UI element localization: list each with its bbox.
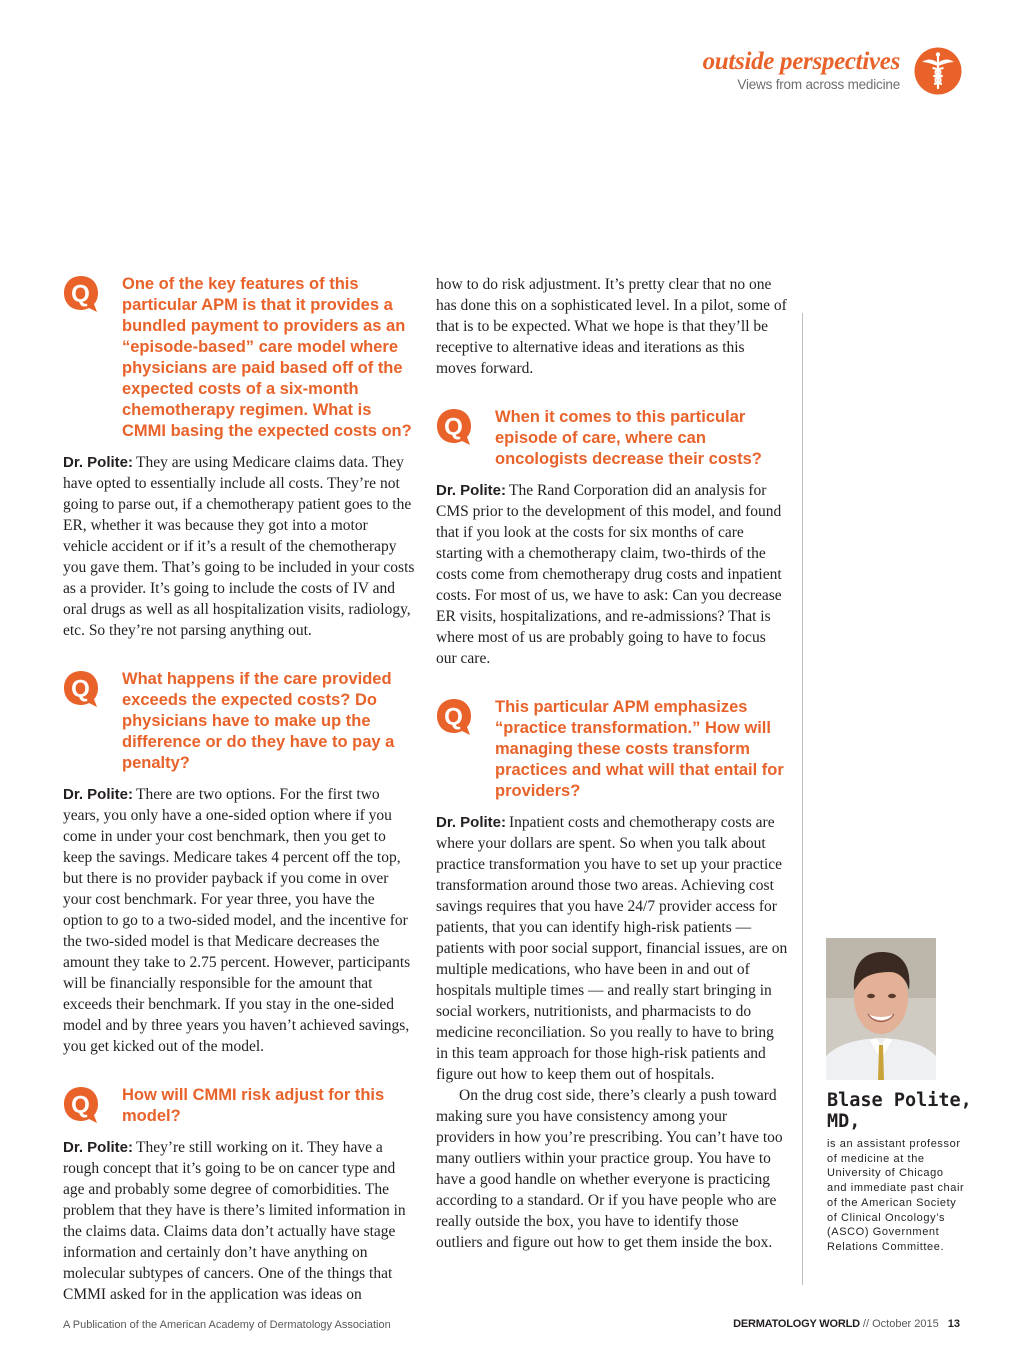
bio-name: Blase Polite, MD, bbox=[827, 1090, 972, 1132]
answer-paragraph bbox=[63, 784, 415, 1057]
answer-paragraph bbox=[63, 1137, 415, 1305]
q-letter: Q bbox=[444, 413, 463, 441]
answer-paragraph bbox=[63, 452, 415, 641]
q-bubble-icon bbox=[436, 408, 473, 446]
issue-date: October 2015 bbox=[872, 1318, 939, 1330]
left-column bbox=[63, 274, 415, 1305]
question-block bbox=[63, 669, 415, 774]
answer-text: They’re still working on it. They have a rough concept that it’s going to be on cancer type and age and probably some degree of comorbidities. The problem that they have is there’s limited information in the claims data. Claims data don’t actually have stage information and certainly don’t have anything on molecular subtypes of cancers. One of the things that CMMI asked for in the application was ideas on bbox=[63, 1139, 406, 1303]
section-title: outside perspectives bbox=[702, 48, 900, 75]
answer-paragraph bbox=[436, 480, 788, 669]
page-number: 13 bbox=[947, 1318, 960, 1330]
caduceus-icon bbox=[914, 47, 962, 95]
speaker-label: Dr. Polite: bbox=[436, 814, 507, 831]
headshot-photo bbox=[826, 938, 936, 1080]
middle-column bbox=[436, 274, 788, 1253]
q-bubble-icon bbox=[63, 1086, 100, 1124]
question-block bbox=[436, 407, 788, 470]
answer-text: There are two options. For the first two years, you only have a one-sided option where if you come in under your cost benchmark, then you get to keep the savings. Medicare takes 4 percent off the top, but there is no provider payback if you come in over your cost benchmark. For year three, you have the option to go to a two-sided model, and the incentive for the two-sided model is that Medicare decreases the amount they take to 2.75 percent. However, participants will be financially responsible for the amount that exceeds their benchmark. If you stay in the one-sided model and by three years you haven’t achieved savings, you get kicked out of the model. bbox=[63, 786, 411, 1055]
section-subtitle: Views from across medicine bbox=[737, 77, 900, 92]
speaker-label: Dr. Polite: bbox=[63, 1139, 134, 1156]
q-letter: Q bbox=[71, 675, 90, 703]
answer-paragraph bbox=[436, 812, 788, 1085]
answer-paragraph-2: On the drug cost side, there’s clearly a push toward making sure you have consistency among your providers in how you’re prescribing. You can’t have too many outliers within your practice group. You have to have a good handle on whether everyone is practicing according to a standard. Or if you have people who are really outside the box, you have to identify those outliers and figure out how to get them inside the box. bbox=[436, 1087, 783, 1251]
continuation-paragraph: how to do risk adjustment. It’s pretty clear that no one has done this on a sophisticated level. In a pilot, some of that is to be expected. What we hope is that they’ll be receptive to alternative ideas and iterations as this moves forward. bbox=[436, 276, 787, 377]
question-block bbox=[63, 274, 415, 442]
q-letter: Q bbox=[444, 703, 463, 731]
question-block bbox=[436, 697, 788, 802]
q-bubble-icon bbox=[63, 275, 100, 313]
question-block bbox=[63, 1085, 415, 1127]
answer-text: The Rand Corporation did an analysis for CMS prior to the development of this model, and found that if you look at the costs for six months of care starting with a chemotherapy claim, two-thirds of the costs come from chemotherapy drug costs and inpatient costs. For most of us, we have to ask: Can you decrease ER visits, hospitalizations, and re-admissions? That is where most of us are probably going to have to focus our care. bbox=[436, 482, 782, 667]
footer-publication: A Publication of the American Academy of Dermatology Association bbox=[63, 1319, 391, 1331]
question-text: How will CMMI risk adjust for this model? bbox=[122, 1086, 385, 1125]
footer-separator: // bbox=[859, 1318, 873, 1330]
footer-issue bbox=[733, 1318, 960, 1330]
magazine-name: DERMATOLOGY WORLD bbox=[733, 1318, 860, 1330]
q-letter: Q bbox=[71, 1091, 90, 1119]
answer-text: They are using Medicare claims data. They have opted to essentially include all costs. They’re not going to parse out, if a chemotherapy patient goes to the ER, whether it was because they got into a motor vehicle accident or if it’s a result of the chemotherapy you gave them. That’s going to be included in your costs as a provider. It’s going to include the costs of IV and oral drugs as well as all hospitalization visits, radiology, etc. So they’re not parsing anything out. bbox=[63, 454, 415, 639]
question-text: This particular APM emphasizes “practice transformation.” How will managing these costs transform practices and what will that entail for providers? bbox=[495, 698, 784, 800]
q-letter: Q bbox=[71, 280, 90, 308]
q-bubble-icon bbox=[63, 670, 100, 708]
column-divider bbox=[802, 313, 803, 1285]
speaker-label: Dr. Polite: bbox=[63, 454, 134, 471]
question-text: When it comes to this particular episode of care, where can oncologists decrease their costs? bbox=[495, 408, 762, 468]
speaker-label: Dr. Polite: bbox=[63, 786, 134, 803]
question-text: One of the key features of this particular APM is that it provides a bundled payment to providers as an “episode-based” care model where physicians are paid based off of the expected costs of a six-month chemotherapy regimen. What is CMMI basing the expected costs on? bbox=[122, 275, 412, 440]
speaker-label: Dr. Polite: bbox=[436, 482, 507, 499]
question-text: What happens if the care provided exceeds the expected costs? Do physicians have to make up the difference or do they have to pay a penalty? bbox=[122, 670, 395, 772]
bio-description: is an assistant professor of medicine at the University of Chicago and immediate past chair of the American Society of Clinical Oncology’s (ASCO) Government Relations Committee. bbox=[827, 1138, 965, 1253]
q-bubble-icon bbox=[436, 698, 473, 736]
answer-text: Inpatient costs and chemotherapy costs are where your dollars are spent. So when you talk about practice transformation you have to set up your practice transformation around those two areas. Achieving cost savings requires that you have 24/7 provider access for patients, that you can identify high-risk patients — patients with poor social support, financial issues, are on multiple medications, who have been in and out of hospitals multiple times — and really start bringing in social workers, nutritionists, and pharmacists to do medicine reconciliation. So you really to have to bring in this team approach for those high-risk patients and figure out how to keep them out of hospitals. bbox=[436, 814, 788, 1083]
